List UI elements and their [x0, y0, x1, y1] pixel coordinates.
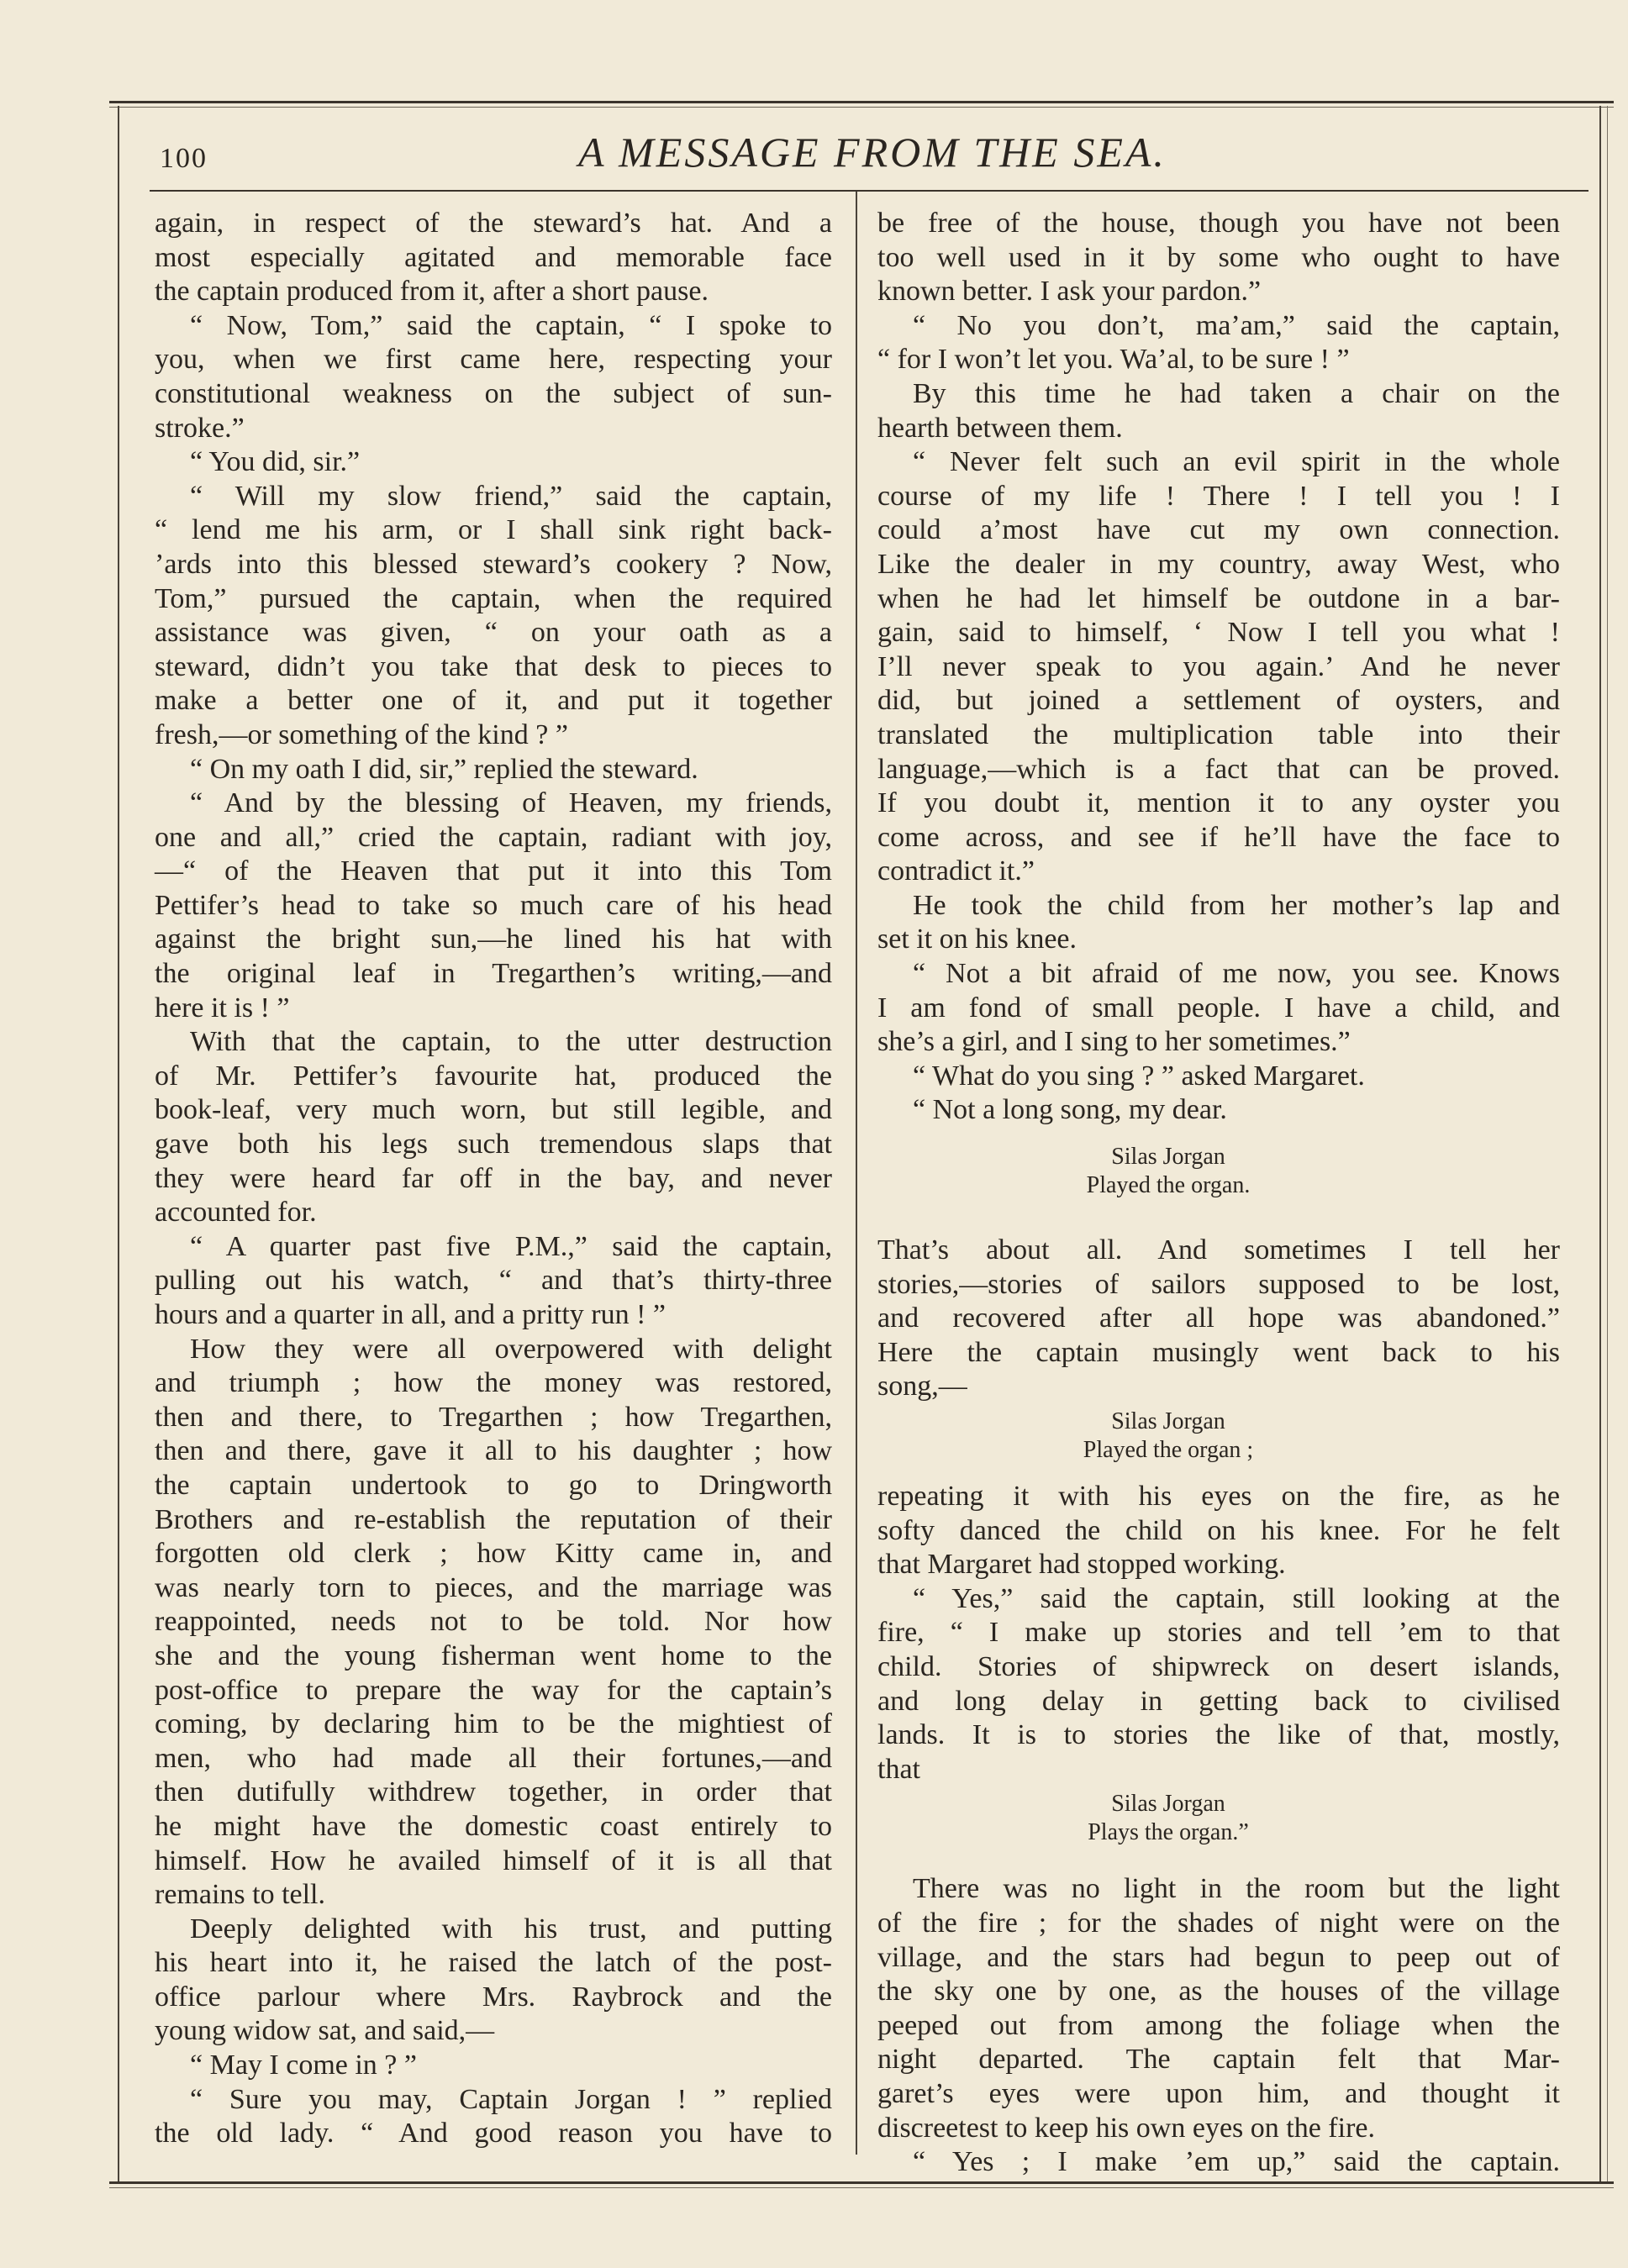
- text-line: With that the captain, to the utter destruction: [190, 1026, 832, 1058]
- text-line: Deeply delighted with his trust, and putting: [190, 1913, 832, 1944]
- text-line: “ You did, sir.”: [190, 446, 361, 478]
- text-line: song,—: [877, 1371, 967, 1402]
- text-line: he might have the domestic coast entirely to: [155, 1810, 832, 1842]
- text-line: ’ards into this blessed steward’s cookery ? Now,: [155, 548, 832, 580]
- text-line: “ No you don’t, ma’am,” said the captain,: [913, 309, 1560, 341]
- text-line: and triumph ; how the money was restored,: [155, 1367, 832, 1399]
- text-line: that Margaret had stopped working.: [877, 1549, 1286, 1581]
- text-line: “ Now, Tom,” said the captain, “ I spoke to: [190, 309, 832, 341]
- text-line: set it on his knee.: [877, 924, 1077, 955]
- text-line: “ On my oath I did, sir,” replied the steward.: [190, 753, 698, 785]
- text-line: did, but joined a settlement of oysters, and: [877, 685, 1560, 717]
- left-column: [155, 207, 832, 2151]
- text-line: she and the young fisherman went home to the: [155, 1639, 832, 1671]
- text-line: “ May I come in ? ”: [190, 2050, 417, 2081]
- right-column-text-block-2: [877, 1234, 1560, 1404]
- text-line: “ Yes ; I make ’em up,” said the captain.: [913, 2146, 1560, 2178]
- text-line: discreetest to keep his own eyes on the fire.: [877, 2112, 1375, 2144]
- text-line: If you doubt it, mention it to any oyster you: [877, 787, 1560, 819]
- text-line: “ for I won’t let you. Wa’al, to be sure ! ”: [877, 344, 1350, 376]
- page-frame-bottom-rule: [109, 2181, 1614, 2184]
- song-verse-2: [877, 1408, 1560, 1465]
- text-line: language,—which is a fact that can be proved.: [877, 753, 1560, 785]
- text-line: peeped out from among the foliage when the: [877, 2009, 1560, 2041]
- text-line: then and there, gave it all to his daughter ; how: [155, 1435, 832, 1467]
- text-line: translated the multiplication table into their: [877, 718, 1560, 750]
- right-column: [877, 207, 1560, 2180]
- text-line: Here the captain musingly went back to his: [877, 1336, 1560, 1368]
- text-line: young widow sat, and said,—: [155, 2015, 495, 2047]
- text-line: “ Will my slow friend,” said the captain,: [190, 480, 832, 512]
- text-line: That’s about all. And sometimes I tell her: [877, 1234, 1560, 1266]
- text-line: child. Stories of shipwreck on desert islands,: [877, 1650, 1560, 1682]
- text-line: “ And by the blessing of Heaven, my friends,: [190, 787, 832, 819]
- text-line: the old lady. “ And good reason you have to: [155, 2118, 832, 2150]
- text-line: contradict it.”: [877, 855, 1035, 887]
- text-line: himself. How he availed himself of it is all that: [155, 1844, 832, 1876]
- text-line: hearth between them.: [877, 412, 1123, 444]
- text-line: you, when we first came here, respecting your: [155, 344, 832, 376]
- text-line: most especially agitated and memorable face: [155, 241, 832, 273]
- text-line: office parlour where Mrs. Raybrock and the: [155, 1981, 832, 2013]
- page-number: 100: [160, 143, 208, 174]
- text-line: the original leaf in Tregarthen’s writing,—and: [155, 958, 832, 990]
- text-line: his heart into it, he raised the latch of the post-: [155, 1947, 832, 1979]
- text-line: then and there, to Tregarthen ; how Tregarthen,: [155, 1401, 832, 1433]
- text-line: they were heard far off in the bay, and never: [155, 1162, 832, 1194]
- text-line: stories,—stories of sailors supposed to be lost,: [877, 1268, 1560, 1300]
- text-line: “ Not a bit afraid of me now, you see. Knows: [913, 958, 1560, 990]
- text-line: too well used in it by some who ought to have: [877, 241, 1560, 273]
- text-line: then dutifully withdrew together, in order that: [155, 1776, 832, 1808]
- text-line: be free of the house, though you have not been: [877, 208, 1560, 239]
- text-line: the captain produced from it, after a short pause.: [155, 276, 709, 308]
- text-line: steward, didn’t you take that desk to pieces to: [155, 650, 832, 682]
- text-line: gave both his legs such tremendous slaps that: [155, 1129, 832, 1160]
- text-line: “ Yes,” said the captain, still looking at the: [913, 1582, 1560, 1614]
- verse-line: Played the organ ;: [1083, 1437, 1254, 1463]
- text-line: “ Sure you may, Captain Jorgan ! ” replied: [190, 2083, 832, 2115]
- text-line: night departed. The captain felt that Mar-: [877, 2044, 1560, 2076]
- text-line: remains to tell.: [155, 1879, 326, 1911]
- text-line: Brothers and re-establish the reputation of their: [155, 1503, 832, 1535]
- text-line: fresh,—or something of the kind ? ”: [155, 718, 568, 750]
- text-line: again, in respect of the steward’s hat. And a: [155, 208, 832, 239]
- text-line: of the fire ; for the shades of night were on the: [877, 1907, 1560, 1939]
- text-line: course of my life ! There ! I tell you ! I: [877, 480, 1560, 512]
- text-line: softy danced the child on his knee. For he felt: [877, 1514, 1560, 1546]
- text-line: —“ of the Heaven that put it into this Tom: [155, 855, 832, 887]
- right-column-text-block-1: [877, 207, 1560, 1128]
- verse-line: Silas Jorgan: [1111, 1144, 1225, 1171]
- page-frame-top-rule: [109, 101, 1614, 103]
- text-line: hours and a quarter in all, and a pritty run ! ”: [155, 1299, 666, 1330]
- text-line: she’s a girl, and I sing to her sometimes.”: [877, 1026, 1351, 1058]
- text-line: Pettifer’s head to take so much care of his head: [155, 889, 832, 921]
- text-line: come across, and see if he’ll have the face to: [877, 821, 1560, 853]
- header-rule: [150, 190, 1588, 192]
- text-line: of Mr. Pettifer’s favourite hat, produced the: [155, 1060, 832, 1092]
- verse-line: Plays the organ.”: [1088, 1819, 1249, 1846]
- text-line: gain, said to himself, ‘ Now I tell you what !: [877, 617, 1560, 649]
- text-line: He took the child from her mother’s lap and: [913, 889, 1560, 921]
- song-verse-3: [877, 1790, 1560, 1847]
- right-column-text-block-4: [877, 1872, 1560, 2179]
- text-line: “ A quarter past five P.M.,” said the captain,: [190, 1230, 832, 1262]
- verse-line: Silas Jorgan: [1111, 1791, 1225, 1818]
- text-line: assistance was given, “ on your oath as a: [155, 617, 832, 649]
- text-line: stroke.”: [155, 412, 245, 444]
- text-line: was nearly torn to pieces, and the marriage was: [155, 1571, 832, 1603]
- text-line: Tom,” pursued the captain, when the required: [155, 582, 832, 614]
- text-line: accounted for.: [155, 1197, 317, 1229]
- text-line: “ lend me his arm, or I shall sink right back-: [155, 514, 832, 546]
- text-line: village, and the stars had begun to peep out of: [877, 1941, 1560, 1973]
- text-line: one and all,” cried the captain, radiant with joy,: [155, 821, 832, 853]
- text-line: here it is ! ”: [155, 992, 290, 1023]
- text-line: the sky one by one, as the houses of the village: [877, 1976, 1560, 2008]
- text-line: “ Not a long song, my dear.: [913, 1094, 1227, 1126]
- page-frame-bottom-rule-thin: [109, 2187, 1614, 2188]
- text-line: pulling out his watch, “ and that’s thirty-three: [155, 1265, 832, 1297]
- text-line: fire, “ I make up stories and tell ’em to that: [877, 1617, 1560, 1649]
- text-line: reappointed, needs not to be told. Nor how: [155, 1606, 832, 1638]
- text-line: when he had let himself be outdone in a bar-: [877, 582, 1560, 614]
- text-line: “ What do you sing ? ” asked Margaret.: [913, 1060, 1365, 1092]
- text-line: men, who had made all their fortunes,—and: [155, 1742, 832, 1774]
- text-line: Like the dealer in my country, away West, who: [877, 548, 1560, 580]
- running-title: A MESSAGE FROM THE SEA.: [578, 129, 1167, 176]
- text-line: I’ll never speak to you again.’ And he never: [877, 650, 1560, 682]
- text-line: garet’s eyes were upon him, and thought it: [877, 2077, 1560, 2109]
- text-line: constitutional weakness on the subject of sun-: [155, 377, 832, 409]
- page-frame-right-rule: [1599, 106, 1601, 2181]
- text-line: could a’most have cut my own connection.: [877, 514, 1560, 546]
- right-column-text-block-3: [877, 1480, 1560, 1787]
- text-line: the captain undertook to go to Dringworth: [155, 1469, 832, 1501]
- page-frame-right-rule-thin: [1607, 106, 1608, 2181]
- verse-line: Played the organ.: [1086, 1172, 1251, 1199]
- text-line: How they were all overpowered with delight: [190, 1333, 832, 1365]
- text-line: There was no light in the room but the light: [913, 1873, 1560, 1905]
- text-line: book-leaf, very much worn, but still legible, and: [155, 1094, 832, 1126]
- text-line: I am fond of small people. I have a child, and: [877, 992, 1560, 1023]
- text-line: “ Never felt such an evil spirit in the whole: [913, 446, 1560, 478]
- text-line: that: [877, 1753, 920, 1785]
- text-line: lands. It is to stories the like of that, mostly,: [877, 1719, 1560, 1751]
- page-frame-left-rule: [118, 106, 119, 2181]
- text-line: forgotten old clerk ; how Kitty came in, and: [155, 1538, 832, 1570]
- verse-line: Silas Jorgan: [1111, 1408, 1225, 1434]
- text-line: against the bright sun,—he lined his hat with: [155, 924, 832, 955]
- song-verse-1: [877, 1143, 1560, 1200]
- text-line: repeating it with his eyes on the fire, as he: [877, 1481, 1560, 1512]
- page-header: [150, 126, 1578, 185]
- text-line: post-office to prepare the way for the captain’s: [155, 1674, 832, 1706]
- text-line: By this time he had taken a chair on the: [913, 377, 1560, 409]
- text-line: make a better one of it, and put it together: [155, 685, 832, 717]
- page-frame-top-rule-thin: [109, 107, 1614, 108]
- text-line: known better. I ask your pardon.”: [877, 276, 1262, 308]
- text-line: and recovered after all hope was abandoned.”: [877, 1302, 1560, 1334]
- text-line: coming, by declaring him to be the mightiest of: [155, 1708, 832, 1740]
- column-divider: [856, 192, 857, 2155]
- text-line: and long delay in getting back to civilised: [877, 1685, 1560, 1717]
